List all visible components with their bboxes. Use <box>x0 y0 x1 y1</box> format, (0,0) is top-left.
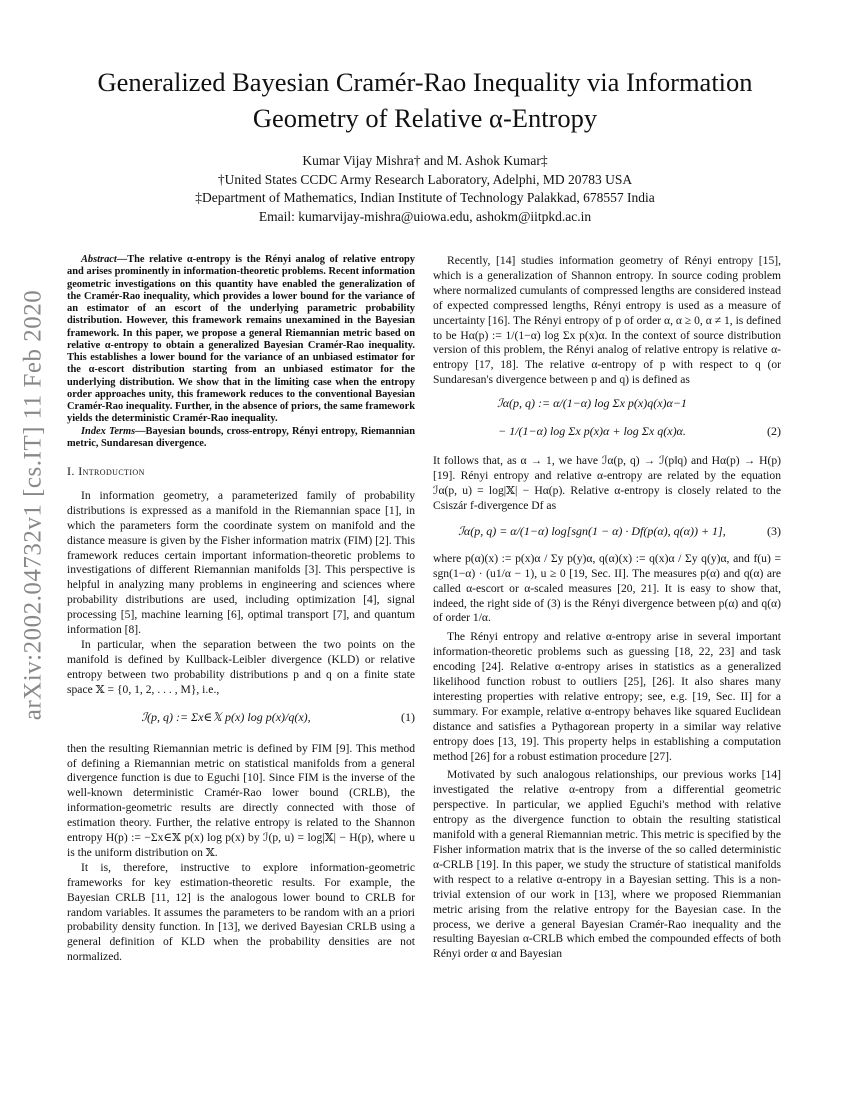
abstract-label: Abstract <box>81 254 117 265</box>
abstract-text: —The relative α-entropy is the Rényi analog of relative entropy and arises prominently in information-theoretic problems. Recent information geometric investigations on this quantity have enabled the generalization of the Cramér-Rao inequality, which provides a lower bound for the variance of an estimator of an escort of the underlying parametric probability distribution. However, this framework remains unexamined in the Bayesian framework. In this paper, we propose a general Riemannian metric based on relative α-entropy to obtain a generalized Bayesian Cramér-Rao inequality. This establishes a lower bound for the variance of an unbiased estimator for the α-escort distribution starting from an unbiased estimator for the underlying distribution. We show that in the limiting case when the entropy order approaches unity, this framework reduces to the conventional Bayesian Cramér-Rao inequality. Further, in the absence of priors, the same framework yields the deterministic Cramér-Rao inequality. <box>67 254 415 425</box>
equation-2-number: (2) <box>767 424 781 439</box>
equation-3-body: ℐα(p, q) = α/(1−α) log[sgn(1 − α) · Df(p(α), q(α)) + 1], <box>458 523 726 538</box>
right-paragraph-4: The Rényi entropy and relative α-entropy arise in several important information-theoretic problems such as guessing [18, 22, 23] and task encoding [24]. Relative α-entropy arises in statistics as a generalized likelihood function robust to outliers [25], [26]. It also shares many interesting properties with relative entropy; see, e.g. [19, Sec. II] for a summary. For example, relative α-entropy behaves like squared Euclidean distance and satisfies a Pythagorean property in a similar way relative entropy does [13, 19]. This property helps in establishing a computation method [26] for a robust estimation procedure [27]. <box>433 630 781 763</box>
paper-title: Generalized Bayesian Cramér-Rao Inequality via Information Geometry of Relative α-Entropy <box>97 67 753 133</box>
right-column <box>433 254 781 962</box>
equation-3-number: (3) <box>767 523 781 538</box>
arxiv-identifier: arXiv:2002.04732v1 [cs.IT] 11 Feb 2020 <box>19 289 47 721</box>
intro-paragraph-4: It is, therefore, instructive to explore information-geometric frameworks for key estimation-theoretic results. For example, the Bayesian CRLB [11, 12] is the analogous lower bound to CRLB for random variables. It assumes the parameters to be random with an a priori probability density function. In [13], we derived Bayesian CRLB using a general definition of KLD when the probability densities are not normalized. <box>67 860 415 964</box>
author-email: Email: kumarvijay-mishra@uiowa.edu, ashokm@iitpkd.ac.in <box>258 208 592 224</box>
equation-1-number: (1) <box>401 709 415 724</box>
index-terms-text: —Bayesian bounds, cross-entropy, Rényi entropy, Riemannian metric, Sundaresan divergence. <box>67 425 415 449</box>
right-paragraph-3: where p(α)(x) := p(x)α / Σy p(y)α, q(α)(x) := q(x)α / Σy q(y)α, and f(u) = sgn(1−α) · (u1/α − 1), u ≥ 0 [19, Sec. II]. The measures p(α) and q(α) are called α-escort or α-scaled measures [20, 21]. It is easy to show that, indeed, the right side of (3) is the Rényi divergence between p(α) and q(α) of order 1/α. <box>433 551 781 625</box>
right-paragraph-5: Motivated by such analogous relationships, our previous works [14] investigated the relative α-entropy from a differential geometric perspective. In particular, we applied Eguchi's method with relative entropy as the divergence function to obtain the resulting statistical manifold with a general Riemannian metric. This metric is specified by the Fisher information matrix that is the inverse of the so called deterministic α-CRLB [19]. In this paper, we study the structure of statistical manifolds with respect to a relative α-entropy in a Bayesian setting. This is a non-trivial extension of our work in [13], where we proposed Riemmanian metric arising from the relative entropy for the Bayesian case. In the process, we derive a general Bayesian Cramér-Rao inequality and the resulting Bayesian α-CRLB which embed the compounded effects of both Rényi order α and Bayesian <box>433 768 781 961</box>
equation-2 <box>433 388 781 454</box>
left-column <box>67 254 415 965</box>
equation-1 <box>67 698 415 742</box>
right-paragraph-2: It follows that, as α → 1, we have ℐα(p, q) → ℐ(p‖q) and Hα(p) → H(p) [19]. Rényi entropy and relative α-entropy are related by the equation ℐα(p, u) = log|𝕏| − Hα(p). Relative α-entropy is closely related to the Csiszár f-divergence Df as <box>433 454 781 512</box>
index-terms <box>67 426 415 451</box>
intro-paragraph-3: then the resulting Riemannian metric is defined by FIM [9]. This method of defining a Riemannian metric on statistical manifolds from a general divergence function is due to Eguchi [10]. Since FIM is the inverse of the well-known deterministic Cramér-Rao lower bound (CRLB), the information-geometric results are directly connected with those of estimation theory. Further, the relative entropy is related to the Shannon entropy H(p) := −Σx∈𝕏 p(x) log p(x) by ℐ(p, u) = log|𝕏| − H(p), where u is the uniform distribution on 𝕏. <box>67 741 415 859</box>
section-heading-introduction: I. Introduction <box>67 464 145 478</box>
equation-3 <box>433 514 781 552</box>
equation-2-line-2: − 1/(1−α) log Σx p(x)α + log Σx q(x)α. <box>498 424 686 439</box>
intro-paragraph-2: In particular, when the separation between the two points on the manifold is defined by Kullback-Leibler divergence (KLD) or relative entropy between two probability distributions p and q on a finite state space 𝕏 = {0, 1, 2, . . . , M}, i.e., <box>67 637 415 696</box>
author-names: Kumar Vijay Mishra† and M. Ashok Kumar‡ <box>302 153 548 168</box>
index-terms-label: Index Terms <box>81 425 136 437</box>
author-block <box>60 152 790 226</box>
affiliation-2: ‡Department of Mathematics, Indian Institute of Technology Palakkad, 678557 India <box>195 190 655 205</box>
equation-2-line-1: ℐα(p, q) := α/(1−α) log Σx p(x)q(x)α−1 <box>497 396 687 411</box>
affiliation-1: †United States CCDC Army Research Laboratory, Adelphi, MD 20783 USA <box>217 171 633 187</box>
right-paragraph-1: Recently, [14] studies information geometry of Rényi entropy [15], which is a generalization of Shannon entropy. In source coding problem where normalized cumulants of compressed lengths are considered instead of expected compressed lengths, Rényi entropy is used as a measure of uncertainty [16]. The Rényi entropy of p of order α, α ≥ 0, α ≠ 1, is defined to be Hα(p) := 1/(1−α) log Σx p(x)α. In the context of source distribution version of this problem, the Rényi analog of relative entropy is relative α-entropy [17, 18]. The relative α-entropy of p with respect to q (or Sundaresan's divergence between p and q) is defined as <box>433 254 781 387</box>
equation-1-body: ℐ(p, q) := Σx∈𝕏 p(x) log p(x)/q(x), <box>141 709 311 724</box>
intro-paragraph-1: In information geometry, a parameterized family of probability distributions is expressed as a manifold in the Riemannian space [1], in which the parameters form the coordinate system on manifold and the distance measure is given by the Fisher information matrix (FIM) [2]. This framework reduces certain important information-theoretic problems to investigations of different Riemannian manifolds [3]. This perspective is helpful in analyzing many problems in engineering and sciences where probability distributions are used, including optimization [4], signal processing [5], machine learning [6], optimal transport [7], and quantum information [8]. <box>67 488 415 637</box>
abstract <box>67 254 415 426</box>
